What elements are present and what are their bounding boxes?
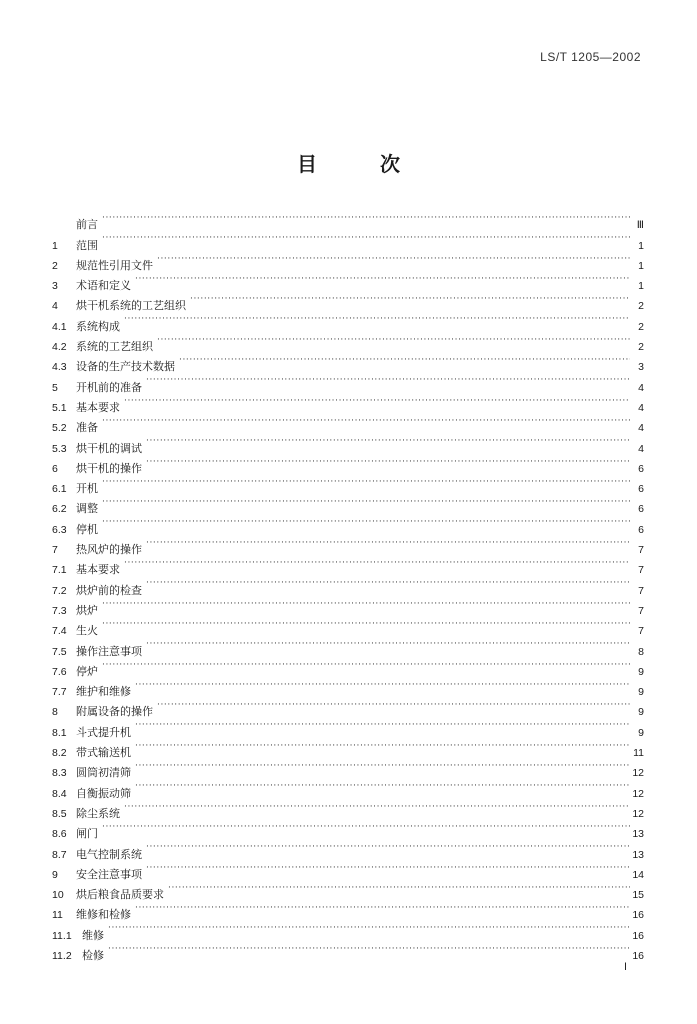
- toc-entry-number: 7.7: [52, 686, 67, 699]
- toc-dot-leader: [135, 715, 630, 735]
- toc-entry-number: 7: [52, 544, 58, 557]
- toc-entry-page: 7: [638, 604, 644, 617]
- toc-dot-leader: [135, 736, 630, 756]
- toc-entry-label: 规范性引用文件: [76, 258, 153, 272]
- toc-entry[interactable]: [52, 249, 644, 272]
- toc-entry-number: 7.3: [52, 604, 67, 617]
- toc-entry[interactable]: [52, 573, 644, 597]
- toc-dot-leader: [157, 330, 630, 350]
- toc-dot-leader: [190, 289, 630, 309]
- toc-entry-page: 6: [638, 503, 644, 516]
- toc-entry-page: 2: [638, 300, 644, 313]
- toc-entry-page: 4: [638, 422, 644, 435]
- table-of-contents: [52, 208, 644, 962]
- toc-entry-label: 前言: [76, 218, 98, 232]
- toc-entry-page: 7: [638, 564, 644, 577]
- toc-entry[interactable]: [52, 553, 644, 577]
- toc-entry-label: 圆筒初清筛: [76, 766, 131, 780]
- toc-dot-leader: [146, 837, 630, 857]
- toc-dot-leader: [146, 431, 630, 451]
- toc-dot-leader: [135, 756, 630, 776]
- toc-dot-leader: [157, 249, 630, 269]
- toc-entry[interactable]: [52, 614, 644, 638]
- toc-entry-label: 术语和定义: [76, 279, 131, 293]
- toc-dot-leader: [146, 634, 630, 654]
- toc-entry-number: 5.1: [52, 401, 67, 414]
- toc-dot-leader: [102, 512, 630, 532]
- toc-entry-label: 自衡振动筛: [76, 786, 131, 800]
- toc-entry-number: 7.6: [52, 665, 67, 678]
- toc-dot-leader: [168, 878, 630, 898]
- toc-entry-page: 2: [638, 320, 644, 333]
- toc-dot-leader: [102, 817, 630, 837]
- toc-dot-leader: [124, 553, 630, 573]
- toc-entry-page: 14: [632, 868, 644, 881]
- toc-entry-number: 11.1: [52, 929, 72, 942]
- toc-dot-leader: [146, 370, 630, 390]
- toc-entry[interactable]: [52, 918, 644, 942]
- toc-entry-label: 维修和检修: [76, 908, 131, 922]
- toc-entry-number: 6.1: [52, 483, 67, 496]
- toc-entry[interactable]: [52, 695, 644, 719]
- toc-entry-page: 9: [638, 686, 644, 699]
- page-number: Ⅰ: [624, 962, 627, 973]
- toc-entry-page: 15: [632, 889, 644, 902]
- toc-entry[interactable]: [52, 512, 644, 536]
- toc-entry-page: 12: [632, 807, 644, 820]
- toc-entry-label: 开机前的准备: [76, 380, 142, 394]
- toc-entry[interactable]: [52, 594, 644, 617]
- toc-dot-leader: [146, 533, 630, 553]
- toc-entry[interactable]: [52, 228, 644, 252]
- toc-entry[interactable]: [52, 715, 644, 739]
- toc-entry-page: 16: [632, 909, 644, 922]
- toc-entry-label: 闸门: [76, 827, 98, 841]
- toc-dot-leader: [135, 898, 630, 918]
- toc-dot-leader: [124, 797, 630, 817]
- toc-entry-page: 6: [638, 462, 644, 475]
- toc-entry[interactable]: [52, 330, 644, 354]
- toc-dot-leader: [102, 655, 630, 675]
- toc-entry[interactable]: [52, 431, 644, 455]
- toc-entry-label: 烘干机的操作: [76, 461, 142, 475]
- toc-entry-number: 9: [52, 868, 58, 881]
- toc-entry-page: 2: [638, 341, 644, 354]
- toc-entry-page: 4: [638, 381, 644, 394]
- toc-entry-page: 9: [638, 726, 644, 739]
- toc-entry-label: 基本要求: [76, 563, 120, 577]
- toc-entry[interactable]: [52, 817, 644, 841]
- toc-dot-leader: [102, 228, 630, 248]
- toc-entry-label: 烘干机系统的工艺组织: [76, 299, 186, 313]
- toc-entry-number: 8.2: [52, 747, 67, 760]
- toc-dot-leader: [135, 675, 630, 695]
- toc-dot-leader: [102, 472, 630, 492]
- toc-entry[interactable]: [52, 675, 644, 699]
- document-code: LS/T 1205—2002: [540, 50, 641, 64]
- toc-dot-leader: [102, 594, 630, 614]
- toc-entry[interactable]: [52, 837, 644, 861]
- toc-entry-label: 范围: [76, 238, 98, 252]
- toc-entry-number: 6: [52, 462, 58, 475]
- toc-dot-leader: [124, 309, 630, 329]
- toc-entry-label: 烘炉前的检查: [76, 583, 142, 597]
- toc-dot-leader: [108, 939, 630, 959]
- toc-entry-label: 开机: [76, 482, 98, 496]
- toc-entry-page: Ⅲ: [636, 219, 644, 232]
- toc-entry-page: 12: [632, 787, 644, 800]
- toc-entry-page: 9: [638, 706, 644, 719]
- toc-entry-page: 6: [638, 483, 644, 496]
- toc-entry-number: 8.1: [52, 726, 67, 739]
- toc-entry-number: 6.3: [52, 523, 67, 536]
- toc-entry[interactable]: [52, 939, 644, 962]
- toc-entry-number: 4.3: [52, 361, 67, 374]
- toc-entry-page: 12: [632, 767, 644, 780]
- toc-dot-leader: [102, 614, 630, 634]
- toc-entry-label: 停机: [76, 522, 98, 536]
- toc-entry-number: 8.6: [52, 828, 67, 841]
- toc-entry-label: 生火: [76, 624, 98, 638]
- toc-entry-number: 4: [52, 300, 58, 313]
- toc-entry-label: 除尘系统: [76, 806, 120, 820]
- toc-entry-label: 检修: [82, 948, 104, 962]
- toc-entry[interactable]: [52, 309, 644, 333]
- toc-entry[interactable]: [52, 269, 644, 293]
- toc-entry-page: 7: [638, 625, 644, 638]
- toc-dot-leader: [102, 208, 630, 228]
- toc-entry-page: 7: [638, 544, 644, 557]
- toc-entry-page: 7: [638, 584, 644, 597]
- toc-entry-page: 16: [632, 929, 644, 942]
- toc-entry-label: 调整: [76, 502, 98, 516]
- toc-dot-leader: [108, 918, 630, 938]
- toc-entry-number: 10: [52, 889, 64, 902]
- toc-dot-leader: [179, 350, 630, 370]
- toc-entry-page: 4: [638, 442, 644, 455]
- toc-dot-leader: [124, 391, 630, 411]
- toc-entry-number: 8.3: [52, 767, 67, 780]
- toc-entry[interactable]: [52, 797, 644, 820]
- toc-entry-number: 7.5: [52, 645, 67, 658]
- page-title: 目 次: [297, 152, 428, 176]
- toc-entry-page: 8: [638, 645, 644, 658]
- toc-entry-number: 7.2: [52, 584, 67, 597]
- toc-entry-number: 1: [52, 239, 58, 252]
- toc-entry-page: 11: [633, 747, 644, 760]
- toc-entry-number: 5: [52, 381, 58, 394]
- toc-entry-number: 2: [52, 259, 58, 272]
- toc-entry[interactable]: [52, 736, 644, 760]
- toc-entry-label: 烘炉: [76, 603, 98, 617]
- toc-entry-label: 系统的工艺组织: [76, 340, 153, 354]
- toc-entry-number: 5.2: [52, 422, 67, 435]
- toc-entry-label: 维修: [82, 928, 104, 942]
- toc-entry-page: 1: [638, 259, 644, 272]
- toc-entry-number: 4.2: [52, 341, 67, 354]
- toc-entry-label: 电气控制系统: [76, 847, 142, 861]
- toc-entry-label: 基本要求: [76, 400, 120, 414]
- toc-entry[interactable]: [52, 756, 644, 780]
- toc-entry-label: 安全注意事项: [76, 867, 142, 881]
- toc-entry-label: 操作注意事项: [76, 644, 142, 658]
- toc-entry-number: 11: [52, 909, 63, 922]
- toc-entry[interactable]: [52, 492, 644, 516]
- toc-dot-leader: [157, 695, 630, 715]
- toc-entry[interactable]: [52, 634, 644, 658]
- toc-dot-leader: [146, 452, 630, 472]
- toc-entry-label: 烘后粮食品质要求: [76, 888, 164, 902]
- toc-dot-leader: [146, 573, 630, 593]
- toc-entry-label: 烘干机的调试: [76, 441, 142, 455]
- toc-entry[interactable]: [52, 533, 644, 557]
- toc-entry-page: 16: [632, 949, 644, 962]
- toc-entry[interactable]: [52, 208, 644, 232]
- toc-dot-leader: [135, 776, 630, 796]
- toc-entry-number: 3: [52, 280, 58, 293]
- toc-entry-label: 维护和维修: [76, 685, 131, 699]
- toc-entry-label: 斗式提升机: [76, 725, 131, 739]
- toc-entry-number: 8: [52, 706, 58, 719]
- toc-entry-page: 13: [632, 848, 644, 861]
- toc-entry-number: 11.2: [52, 949, 72, 962]
- toc-entry-page: 1: [638, 239, 644, 252]
- toc-entry-label: 附属设备的操作: [76, 705, 153, 719]
- toc-entry-label: 准备: [76, 421, 98, 435]
- toc-dot-leader: [146, 858, 630, 878]
- toc-entry[interactable]: [52, 391, 644, 414]
- toc-entry-page: 4: [638, 401, 644, 414]
- toc-entry-page: 6: [638, 523, 644, 536]
- toc-entry[interactable]: [52, 411, 644, 435]
- toc-entry-number: 4.1: [52, 320, 67, 333]
- toc-entry-page: 3: [638, 361, 644, 374]
- toc-entry-page: 1: [638, 280, 644, 293]
- toc-entry-number: 5.3: [52, 442, 67, 455]
- toc-dot-leader: [135, 269, 630, 289]
- toc-entry-label: 设备的生产技术数据: [76, 360, 175, 374]
- toc-entry-number: 7.4: [52, 625, 67, 638]
- toc-entry-number: 7.1: [52, 564, 67, 577]
- toc-dot-leader: [102, 411, 630, 431]
- toc-entry-number: 8.5: [52, 807, 67, 820]
- toc-entry[interactable]: [52, 776, 644, 800]
- toc-entry-page: 13: [632, 828, 644, 841]
- toc-entry-label: 带式输送机: [76, 746, 131, 760]
- toc-entry[interactable]: [52, 472, 644, 496]
- toc-entry[interactable]: [52, 289, 644, 313]
- toc-dot-leader: [102, 492, 630, 512]
- toc-entry[interactable]: [52, 655, 644, 678]
- toc-entry-number: 6.2: [52, 503, 67, 516]
- toc-entry-number: 8.7: [52, 848, 67, 861]
- toc-entry-label: 停炉: [76, 664, 98, 678]
- toc-entry-label: 热风炉的操作: [76, 543, 142, 557]
- toc-entry-label: 系统构成: [76, 319, 120, 333]
- toc-entry-number: 8.4: [52, 787, 67, 800]
- toc-entry[interactable]: [52, 898, 644, 922]
- toc-entry-page: 9: [638, 665, 644, 678]
